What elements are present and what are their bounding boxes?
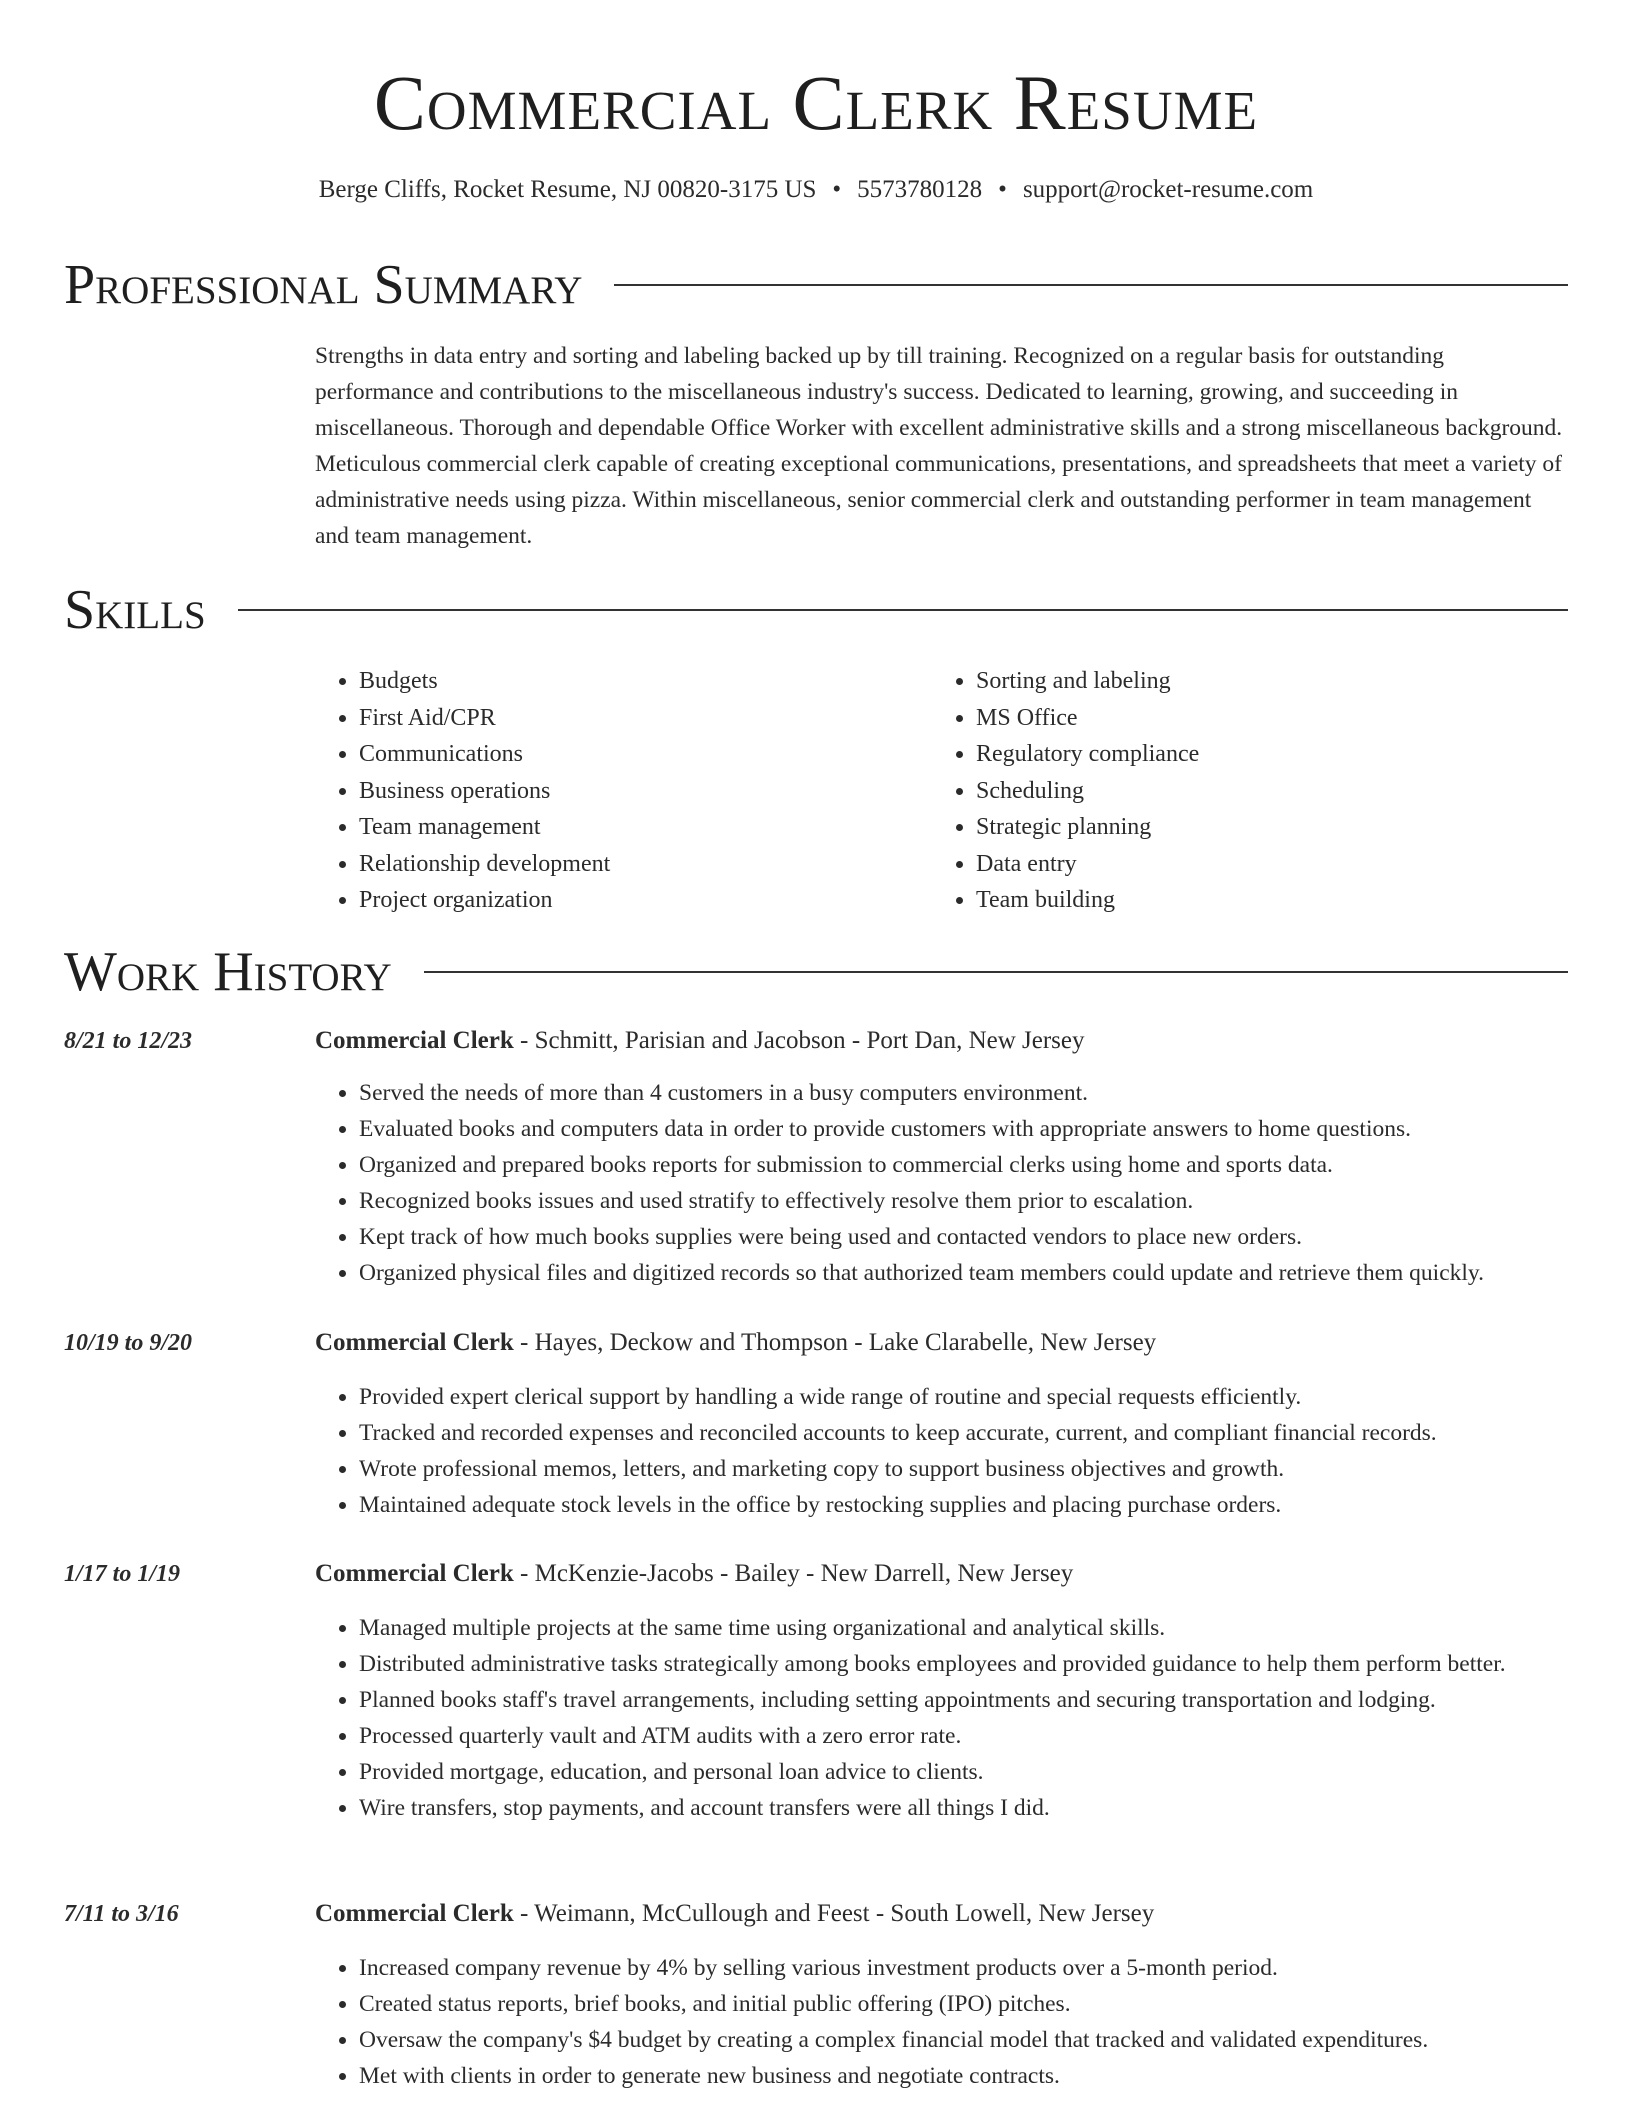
- job-employer: - Schmitt, Parisian and Jacobson - Port Dan, New Jersey: [513, 1027, 1085, 1054]
- job-bullets: [315, 1610, 1568, 1826]
- skills-heading: Skills: [64, 579, 206, 641]
- job-bullet: • Kept track of how much books supplies were being used and contacted vendors to place new orders.: [359, 1219, 1568, 1255]
- job-bullet: • Distributed administrative tasks strategically among books employees and provided guidance to help them perform better.: [359, 1646, 1568, 1682]
- contact-separator: •: [832, 176, 842, 203]
- section-divider: [424, 971, 1568, 973]
- job-bullet: • Provided expert clerical support by handling a wide range of routine and special requests efficiently.: [359, 1379, 1568, 1415]
- job-role: Commercial Clerk: [315, 1329, 514, 1356]
- job-employer: - Weimann, McCullough and Feest - South Lowell, New Jersey: [513, 1900, 1155, 1927]
- skill-item: • Business operations: [359, 773, 932, 810]
- job-heading: [315, 1897, 1568, 1931]
- job-heading: [315, 1326, 1568, 1360]
- skill-item: • Communications: [359, 736, 932, 773]
- contact-phone: 5573780128: [857, 176, 983, 203]
- job-bullet: • Organized and prepared books reports for submission to commercial clerks using home and sports data.: [359, 1147, 1568, 1183]
- job-dates: 1/17 to 1/19: [64, 1561, 181, 1587]
- summary-heading: Professional Summary: [64, 254, 583, 316]
- work-section-header: [64, 940, 1568, 1004]
- job-bullet: • Tracked and recorded expenses and reconciled accounts to keep accurate, current, and compliant financial records.: [359, 1415, 1568, 1451]
- job-heading: [315, 1024, 1568, 1058]
- skill-item: • Scheduling: [976, 773, 1549, 810]
- contact-address: Berge Cliffs, Rocket Resume, NJ 00820-3175 US: [318, 176, 817, 203]
- job-bullet: • Served the needs of more than 4 customers in a busy computers environment.: [359, 1075, 1568, 1111]
- skill-item: • Strategic planning: [976, 809, 1549, 846]
- job-dates: 10/19 to 9/20: [64, 1330, 193, 1356]
- job-bullet: • Created status reports, brief books, and initial public offering (IPO) pitches.: [359, 1986, 1568, 2022]
- job-employer: - McKenzie-Jacobs - Bailey - New Darrell, New Jersey: [513, 1560, 1074, 1587]
- job-bullet: • Maintained adequate stock levels in the office by restocking supplies and placing purchase orders.: [359, 1487, 1568, 1523]
- job-bullet: • Managed multiple projects at the same time using organizational and analytical skills.: [359, 1610, 1568, 1646]
- work-heading: Work History: [64, 941, 392, 1003]
- section-divider: [238, 609, 1568, 611]
- summary-section-header: [64, 253, 1568, 317]
- job-role: Commercial Clerk: [315, 1560, 514, 1587]
- contact-separator: •: [998, 176, 1007, 203]
- skill-item: • Team management: [359, 809, 932, 846]
- job-employer: - Hayes, Deckow and Thompson - Lake Clarabelle, New Jersey: [513, 1329, 1157, 1356]
- skill-item: • Data entry: [976, 846, 1549, 883]
- job-bullet: • Wire transfers, stop payments, and account transfers were all things I did.: [359, 1790, 1568, 1826]
- skills-list: [315, 663, 1568, 919]
- job-heading: [315, 1557, 1568, 1591]
- job-role: Commercial Clerk: [315, 1900, 514, 1927]
- job-bullet: • Evaluated books and computers data in order to provide customers with appropriate answers to home questions.: [359, 1111, 1568, 1147]
- job-bullet: • Recognized books issues and used stratify to effectively resolve them prior to escalation.: [359, 1183, 1568, 1219]
- contact-email[interactable]: support@rocket-resume.com: [1022, 176, 1314, 203]
- skill-item: • Team building: [976, 882, 1549, 919]
- job-bullets: [315, 1950, 1568, 2094]
- skill-item: • Regulatory compliance: [976, 736, 1549, 773]
- job-dates: 8/21 to 12/23: [64, 1028, 193, 1054]
- skill-item: • First Aid/CPR: [359, 700, 932, 737]
- job-bullet: • Planned books staff's travel arrangements, including setting appointments and securing transportation and lodging.: [359, 1682, 1568, 1718]
- job-bullet: • Oversaw the company's $4 budget by creating a complex financial model that tracked and validated expenditures.: [359, 2022, 1568, 2058]
- skills-column-left: [315, 663, 932, 919]
- skill-item: • MS Office: [976, 700, 1549, 737]
- contact-line: [0, 174, 1632, 206]
- summary-text: Strengths in data entry and sorting and labeling backed up by till training. Recognized on a regular basis for outstanding performance and contributions to the miscellaneous industry's success. Dedicated to learning, growing, and succeeding in miscellaneous. Thorough and dependable Office Worker with excellent administrative skills and a strong miscellaneous background. Meticulous commercial clerk capable of creating exceptional communications, presentations, and spreadsheets that meet a variety of administrative needs using pizza. Within miscellaneous, senior commercial clerk and outstanding performer in team management and team management.: [315, 343, 1563, 549]
- job-bullets: [315, 1075, 1568, 1291]
- job-dates: 7/11 to 3/16: [64, 1901, 179, 1927]
- job-bullets: [315, 1379, 1568, 1523]
- section-divider: [614, 284, 1568, 286]
- skill-item: • Sorting and labeling: [976, 663, 1549, 700]
- skill-item: • Project organization: [359, 882, 932, 919]
- job-bullet: • Met with clients in order to generate new business and negotiate contracts.: [359, 2058, 1568, 2094]
- job-bullet: • Increased company revenue by 4% by selling various investment products over a 5-month period.: [359, 1950, 1568, 1986]
- job-role: Commercial Clerk: [315, 1027, 514, 1054]
- skill-item: • Budgets: [359, 663, 932, 700]
- job-bullet: • Provided mortgage, education, and personal loan advice to clients.: [359, 1754, 1568, 1790]
- skills-column-right: [932, 663, 1549, 919]
- job-bullet: • Processed quarterly vault and ATM audits with a zero error rate.: [359, 1718, 1568, 1754]
- skill-item: • Relationship development: [359, 846, 932, 883]
- skills-section-header: [64, 578, 1568, 642]
- job-bullet: • Organized physical files and digitized records so that authorized team members could update and retrieve them quickly.: [359, 1255, 1568, 1291]
- job-bullet: • Wrote professional memos, letters, and marketing copy to support business objectives and growth.: [359, 1451, 1568, 1487]
- resume-title: Commercial Clerk Resume: [373, 59, 1259, 146]
